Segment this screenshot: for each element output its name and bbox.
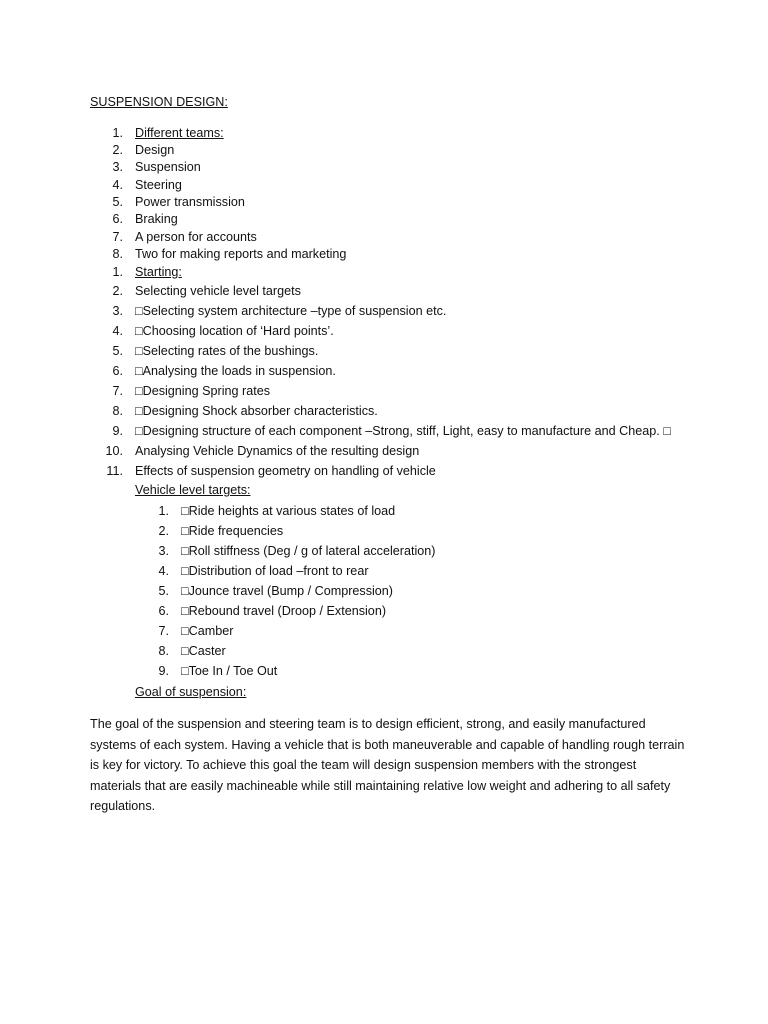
list-number: 7. [112, 230, 123, 244]
list-text: □Designing structure of each component –Strong, stiff, Light, easy to manufacture and Cheap. □ [135, 424, 671, 438]
list-text: □Roll stiffness (Deg / g of lateral acceleration) [181, 544, 436, 558]
list-number: 6. [112, 364, 123, 378]
list-number: 1. [112, 126, 123, 140]
list-number: 1. [112, 265, 123, 279]
list-text: □Ride frequencies [181, 524, 284, 538]
list-number: 2. [112, 284, 123, 298]
list-number: 7. [112, 384, 123, 398]
list-number: 4. [112, 178, 123, 192]
list-number: 8. [112, 247, 123, 261]
list-number: 8. [112, 404, 123, 418]
list-number: 1. [158, 504, 169, 518]
list-number: 3. [112, 304, 123, 318]
list-text: □Ride heights at various states of load [181, 504, 396, 518]
list-number: 11. [106, 464, 123, 478]
list-number: 6. [112, 212, 123, 226]
list-number: 2. [158, 524, 169, 538]
list-number: 4. [158, 564, 169, 578]
list-number: 8. [158, 644, 169, 658]
goal-paragraph: The goal of the suspension and steering team is to design efficient, strong, and easily manufactured systems of each system. Having a vehicle that is both maneuverable and capable of handling rough terrain is key for victory. To achieve this goal the team will design suspension members with the strongest materials that are easily machineable while still maintaining relative low weight and adhering to all safety regulations. [90, 717, 685, 813]
list-text: □Caster [181, 644, 226, 658]
list-number: 5. [112, 195, 123, 209]
list-text: □Rebound travel (Droop / Extension) [181, 604, 387, 618]
list-text: Design [135, 143, 175, 157]
vehicle-level-targets-heading: Vehicle level targets: [135, 483, 251, 497]
list-text: Suspension [135, 160, 201, 174]
list-number: 6. [158, 604, 169, 618]
list-text: □Choosing location of ‘Hard points’. [135, 324, 334, 338]
goal-of-suspension-heading: Goal of suspension: [135, 685, 247, 699]
list-number: 10. [105, 444, 123, 458]
list-text: □Jounce travel (Bump / Compression) [181, 584, 393, 598]
list-text: □Toe In / Toe Out [181, 664, 278, 678]
list-number: 3. [112, 160, 123, 174]
list-text: □Camber [181, 624, 234, 638]
list-number: 4. [112, 324, 123, 338]
list-number: 3. [158, 544, 169, 558]
document-title: SUSPENSION DESIGN: [90, 95, 228, 109]
list-text: Braking [135, 212, 178, 226]
list-text: □Selecting system architecture –type of suspension etc. [135, 304, 447, 318]
list-text: Analysing Vehicle Dynamics of the resulting design [135, 444, 420, 458]
list-number: 9. [158, 664, 169, 678]
list-text: Two for making reports and marketing [135, 247, 347, 261]
list-text: □Distribution of load –front to rear [181, 564, 369, 578]
list-number: 5. [112, 344, 123, 358]
list-text: Effects of suspension geometry on handling of vehicle [135, 464, 436, 478]
list-text: □Designing Spring rates [135, 384, 271, 398]
list-number: 9. [112, 424, 123, 438]
list-text: Selecting vehicle level targets [135, 284, 301, 298]
list-text: A person for accounts [135, 230, 257, 244]
list-text: Steering [135, 178, 182, 192]
list-number: 7. [158, 624, 169, 638]
list-text: Starting: [135, 265, 182, 279]
list-number: 5. [158, 584, 169, 598]
list-text: Power transmission [135, 195, 245, 209]
list-text: □Designing Shock absorber characteristics. [135, 404, 378, 418]
list-number: 2. [112, 143, 123, 157]
list-text: Different teams: [135, 126, 224, 140]
list-text: □Selecting rates of the bushings. [135, 344, 319, 358]
list-text: □Analysing the loads in suspension. [135, 364, 336, 378]
